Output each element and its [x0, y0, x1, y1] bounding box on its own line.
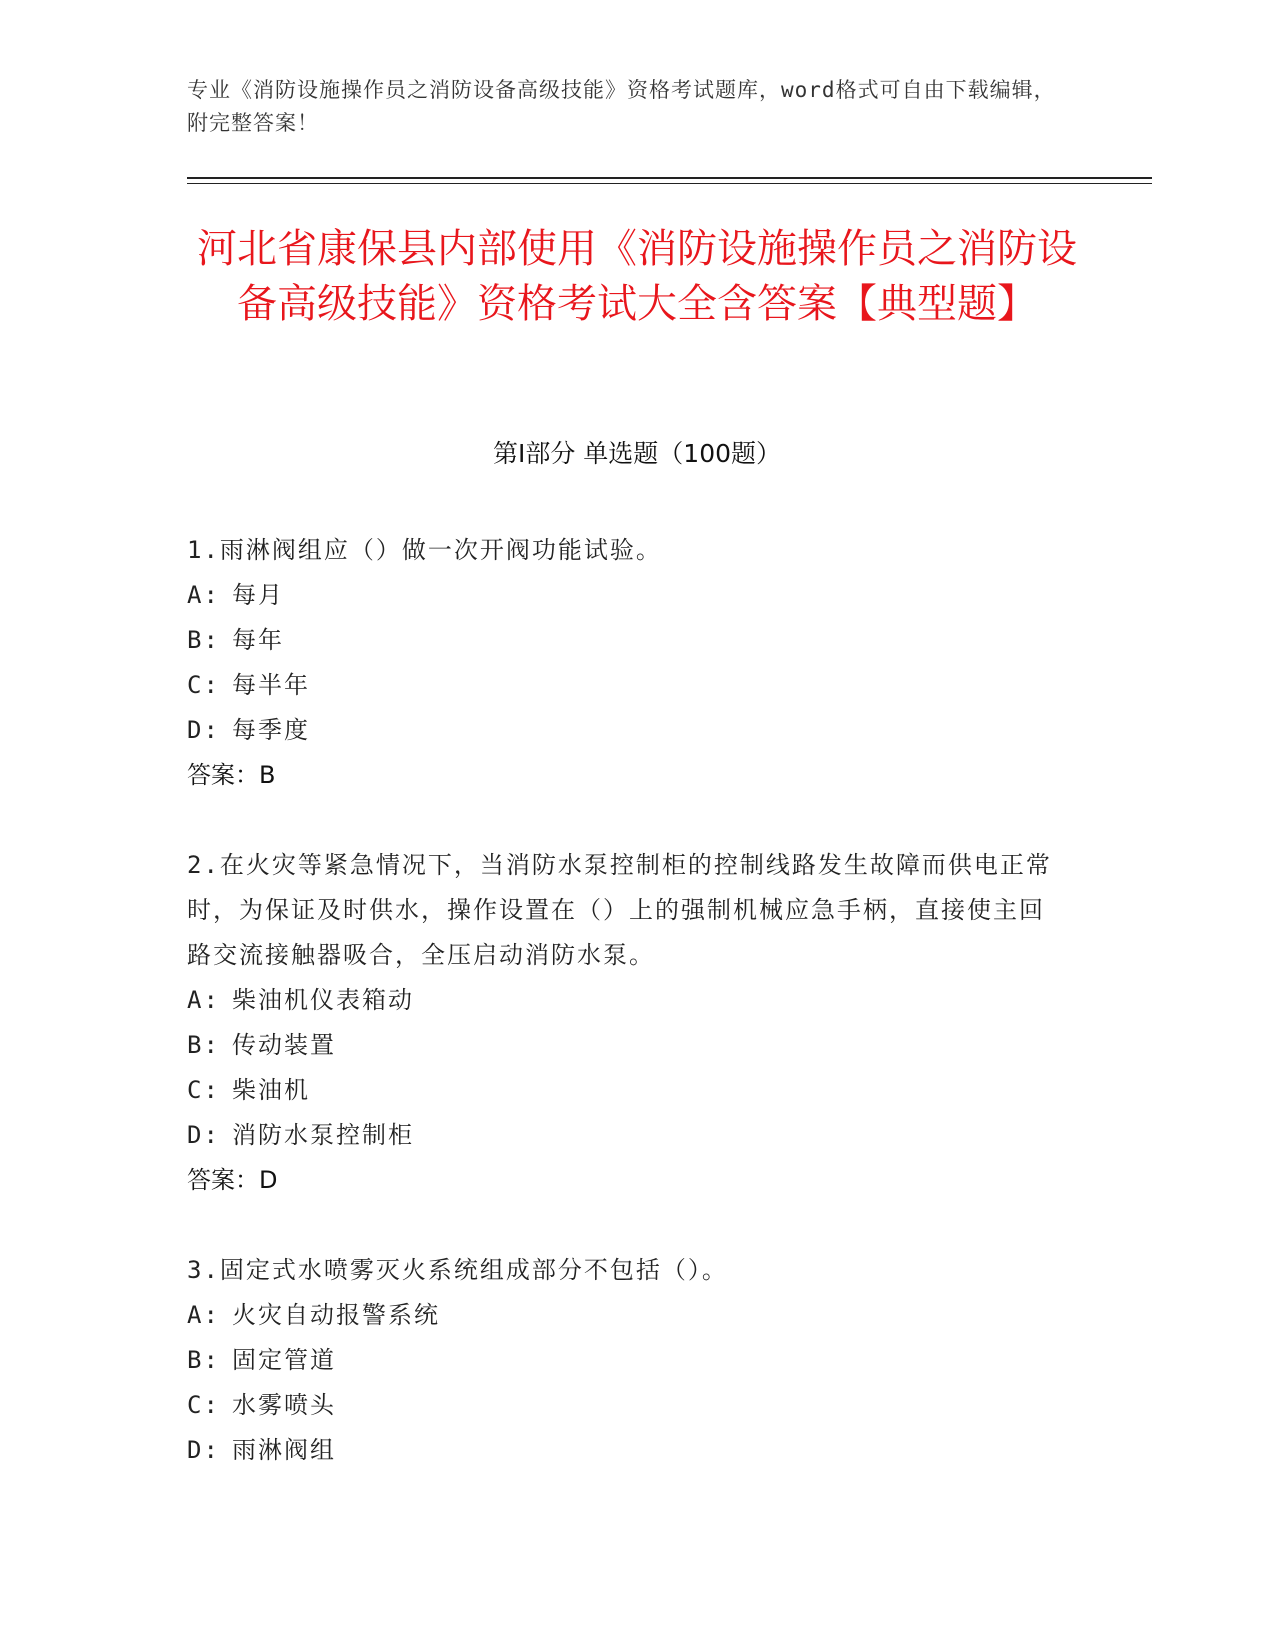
section-heading: 第Ⅰ部分 单选题（100题）	[492, 439, 782, 468]
option-text: 每半年	[232, 671, 310, 699]
option-b	[187, 1338, 1067, 1383]
option-key: A:	[187, 986, 220, 1014]
option-text: 柴油机仪表箱动	[232, 986, 414, 1014]
option-key: B:	[187, 1346, 220, 1374]
option-b	[187, 1023, 1067, 1068]
header-divider-thin	[187, 183, 1152, 184]
option-d	[187, 1428, 1067, 1473]
option-a	[187, 978, 1067, 1023]
option-text: 每年	[232, 626, 284, 654]
question-1	[187, 528, 1067, 798]
option-a	[187, 573, 1067, 618]
option-key: C:	[187, 1076, 220, 1104]
option-d	[187, 708, 1067, 753]
option-c	[187, 663, 1067, 708]
option-text: 消防水泵控制柜	[232, 1121, 414, 1149]
option-b	[187, 618, 1067, 663]
option-c	[187, 1383, 1067, 1428]
option-key: D:	[187, 1121, 220, 1149]
option-text: 雨淋阀组	[232, 1436, 336, 1464]
question-stem: 3.固定式水喷雾灭火系统组成部分不包括（）。	[187, 1256, 728, 1284]
option-key: B:	[187, 1031, 220, 1059]
question-stem: 2.在火灾等紧急情况下，当消防水泵控制柜的控制线路发生故障而供电正常时，为保证及时供水，操作设置在（）上的强制机械应急手柄，直接使主回路交流接触器吸合，全压启动消防水泵。	[187, 851, 1052, 969]
option-text: 火灾自动报警系统	[232, 1301, 440, 1329]
option-text: 每季度	[232, 716, 310, 744]
option-a	[187, 1293, 1067, 1338]
option-text: 每月	[232, 581, 284, 609]
option-text: 固定管道	[232, 1346, 336, 1374]
option-c	[187, 1068, 1067, 1113]
option-key: A:	[187, 581, 220, 609]
question-stem: 1.雨淋阀组应（）做一次开阀功能试验。	[187, 536, 662, 564]
option-text: 水雾喷头	[232, 1391, 336, 1419]
option-key: C:	[187, 671, 220, 699]
answer-line: 答案：B	[187, 761, 276, 789]
option-key: A:	[187, 1301, 220, 1329]
header-divider-thick	[187, 177, 1152, 179]
question-2	[187, 843, 1067, 1203]
option-key: C:	[187, 1391, 220, 1419]
question-3	[187, 1248, 1067, 1473]
option-key: B:	[187, 626, 220, 654]
option-text: 传动装置	[232, 1031, 336, 1059]
option-text: 柴油机	[232, 1076, 310, 1104]
document-title: 河北省康保县内部使用《消防设施操作员之消防设备高级技能》资格考试大全含答案【典型题】	[197, 226, 1077, 327]
option-key: D:	[187, 1436, 220, 1464]
option-key: D:	[187, 716, 220, 744]
question-list	[187, 528, 1067, 1518]
answer-line: 答案：D	[187, 1166, 278, 1194]
header-note: 专业《消防设施操作员之消防设备高级技能》资格考试题库，word格式可自由下载编辑，附完整答案！	[187, 78, 1056, 135]
option-d	[187, 1113, 1067, 1158]
